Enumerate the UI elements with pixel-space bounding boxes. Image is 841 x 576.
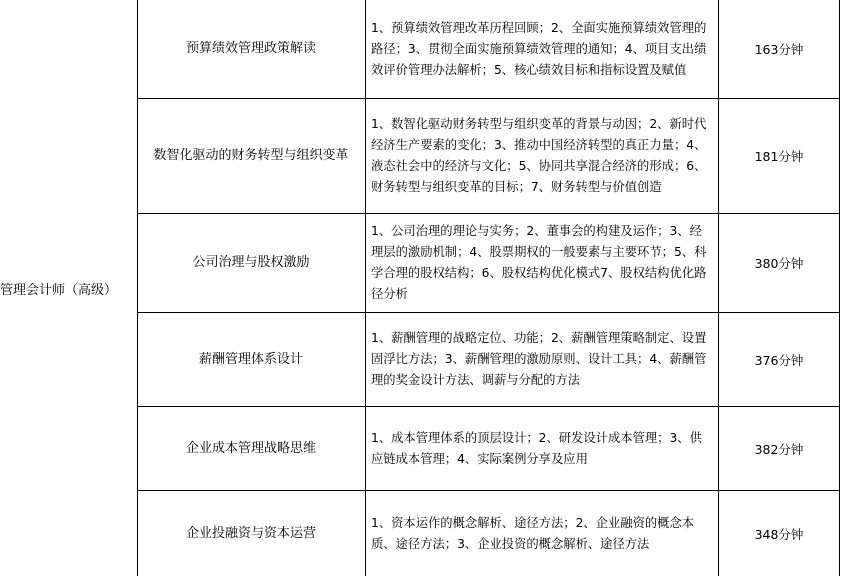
- course-duration: 348分钟: [754, 526, 804, 542]
- course-name: 薪酬管理体系设计: [198, 351, 303, 367]
- course-content: 1、预算绩效管理改革历程回顾；2、全面实施预算绩效管理的路径；3、贯彻全面实施预算绩效管理的通知；4、项目支出绩效评价管理办法解析；5、核心绩效目标和指标设置及赋值: [371, 20, 707, 77]
- course-name: 企业成本管理战略思维: [185, 440, 316, 456]
- course-content: 1、成本管理体系的顶层设计；2、研发设计成本管理；3、供应链成本管理；4、实际案例分享及应用: [371, 430, 702, 466]
- course-duration: 163分钟: [754, 42, 804, 57]
- course-duration: 382分钟: [754, 441, 804, 457]
- table-row: [0, 0, 841, 98]
- table-row: [0, 313, 841, 406]
- course-name: 企业投融资与资本运营: [185, 525, 316, 541]
- course-duration: 181分钟: [754, 149, 804, 164]
- table-row: [0, 214, 841, 312]
- table-row: [0, 407, 841, 490]
- course-name: 预算绩效管理政策解读: [185, 41, 316, 56]
- course-content: 1、数智化驱动财务转型与组织变革的背景与动因；2、新时代经济生产要素的变化；3、推动中国经济转型的真正力量；4、液态社会中的经济与文化；5、协同共享混合经济的形成；6、财务转型与组织变革的目标；7、财务转型与价值创造: [371, 117, 707, 194]
- course-duration: 380分钟: [754, 256, 804, 271]
- category-cell: 管理会计师（高级）: [0, 282, 118, 298]
- course-content: 1、公司治理的理论与实务；2、董事会的构建及运作；3、经理层的激励机制；4、股票期权的一般要素与主要环节；5、科学合理的股权结构；6、股权结构优化模式7、股权结构优化路径分析: [371, 224, 707, 301]
- course-content: 1、资本运作的概念解析、途径方法；2、企业融资的概念本质、途径方法；3、企业投资的概念解析、途径方法: [371, 515, 695, 551]
- table-row: [0, 99, 841, 213]
- course-duration: 376分钟: [754, 352, 804, 368]
- course-name: 数智化驱动的财务转型与组织变革: [153, 148, 349, 163]
- course-content: 1、薪酬管理的战略定位、功能；2、薪酬管理策略制定、设置固浮比方法；3、薪酬管理的激励原则、设计工具；4、薪酬管理的奖金设计方法、调薪与分配的方法: [371, 331, 707, 387]
- table-row: [0, 491, 841, 576]
- course-name: 公司治理与股权激励: [192, 255, 310, 270]
